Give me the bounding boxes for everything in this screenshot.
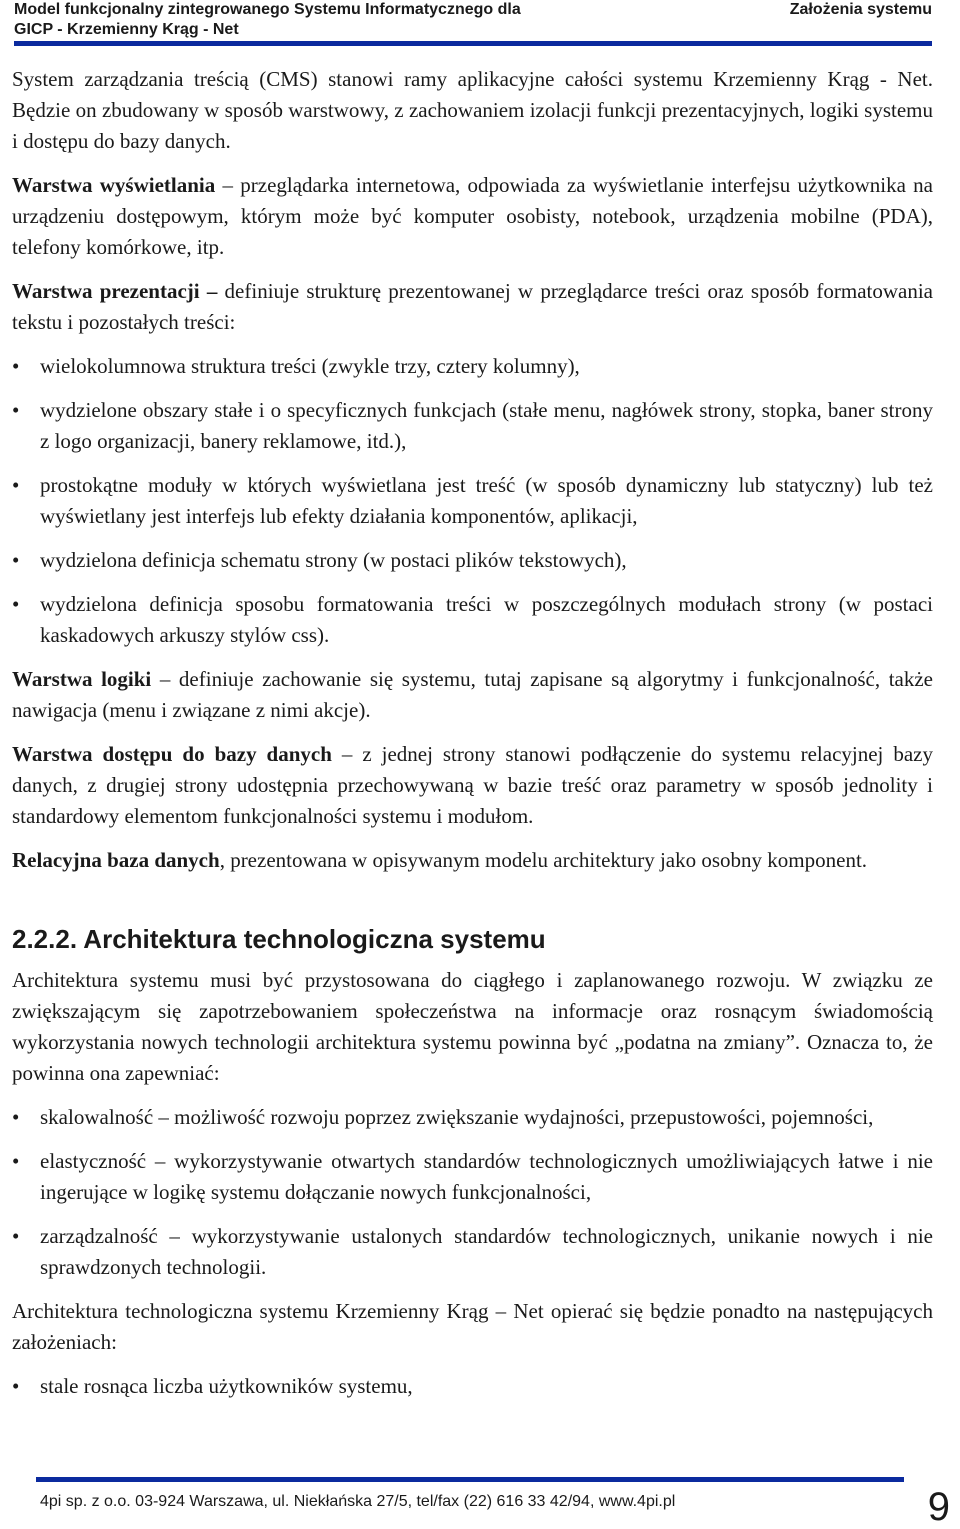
header-title-line-1: Model funkcjonalny zintegrowanego Systemu Informatycznego dla xyxy=(14,1,521,18)
requirements-list xyxy=(12,1102,933,1283)
list-item-text: skalowalność – możliwość rozwoju poprzez zwiększanie wydajności, przepustowości, pojemności, xyxy=(40,1105,874,1129)
document-body xyxy=(12,64,933,1415)
paragraph-db-access-layer xyxy=(12,739,933,832)
term-relational-db: Relacyjna baza danych xyxy=(12,848,220,872)
list-item-text: elastyczność – wykorzystywanie otwartych standardów technologicznych umożliwiających łatwe i nie ingerujące w logikę systemu dołączanie nowych funkcjonalności, xyxy=(40,1149,933,1204)
list-item-text: wydzielona definicja schematu strony (w postaci plików tekstowych), xyxy=(40,548,627,572)
list-item xyxy=(12,1146,933,1208)
paragraph-cms-intro: System zarządzania treścią (CMS) stanowi ramy aplikacyjne całości systemu Krzemienny Krąg - Net. Będzie on zbudowany w sposób warstwowy, z zachowaniem izolacji funkcji prezentacyjnych, logiki systemu i dostępu do bazy danych. xyxy=(12,67,933,153)
header-title xyxy=(14,0,521,40)
footer-rule xyxy=(36,1477,904,1482)
desc-presentation-layer: definiuje strukturę prezentowanej w przeglądarce treści oraz sposób formatowania tekstu i pozostałych treści: xyxy=(12,279,934,334)
list-item-text: wydzielone obszary stałe i o specyficznych funkcjach (stałe menu, nagłówek strony, stopka, baner strony z logo organizacji, banery reklamowe, itd.), xyxy=(40,398,933,453)
list-item-text: prostokątne moduły w których wyświetlana jest treść (w sposób dynamiczny lub statyczny) lub też wyświetlany jest interfejs lub efekty działania komponentów, aplikacji, xyxy=(40,473,933,528)
term-presentation-layer: Warstwa prezentacji – xyxy=(12,279,218,303)
list-item-text: zarządzalność – wykorzystywanie ustalonych standardów technologicznych, unikanie nowych i nie sprawdzonych technologii. xyxy=(40,1224,933,1279)
list-item xyxy=(12,1102,933,1133)
header-section: Założenia systemu xyxy=(789,1,932,18)
list-item-text: stale rosnąca liczba użytkowników systemu, xyxy=(40,1374,413,1398)
presentation-list xyxy=(12,351,933,651)
bullet: • xyxy=(12,473,20,497)
desc-relational-db: , prezentowana w opisywanym modelu architektury jako osobny komponent. xyxy=(219,848,868,872)
paragraph-logic-layer xyxy=(12,664,933,726)
list-item xyxy=(12,589,933,651)
bullet: • xyxy=(12,1374,20,1398)
paragraph-architecture-intro: Architektura systemu musi być przystosowana do ciągłego i zaplanowanego rozwoju. W związku ze zwiększającym się zapotrzebowaniem społeczeństwa na informacje oraz rosnącym świadomością wykorzystania nowych technologii architektura systemu powinna być „podatna na zmiany”. Oznacza to, że powinna ona zapewniać: xyxy=(12,968,933,1085)
list-item xyxy=(12,395,933,457)
list-item xyxy=(12,351,933,382)
bullet: • xyxy=(12,1105,20,1129)
paragraph-assumptions-intro: Architektura technologiczna systemu Krzemienny Krąg – Net opierać się będzie ponadto na następujących założeniach: xyxy=(12,1299,933,1354)
header-rule xyxy=(14,41,932,46)
desc-db-access-layer: – z jednej strony stanowi podłączenie do systemu relacyjnej bazy danych, z drugiej strony udostępnia przechowywaną w bazie treść oraz parametry w sposób jednolity i standardowy elementom funkcjonalności systemu i modułom. xyxy=(12,742,933,828)
header-title-line-2: GICP - Krzemienny Krąg - Net xyxy=(14,21,239,38)
paragraph-presentation-layer xyxy=(12,276,933,338)
list-item xyxy=(12,1221,933,1283)
bullet: • xyxy=(12,354,20,378)
section-heading: 2.2.2. Architektura technologiczna systemu xyxy=(12,924,546,954)
list-item xyxy=(12,1371,933,1402)
list-item xyxy=(12,545,933,576)
desc-logic-layer: – definiuje zachowanie się systemu, tutaj zapisane są algorytmy i funkcjonalność, także nawigacja (menu i związane z nimi akcje). xyxy=(12,667,933,722)
bullet: • xyxy=(12,1224,20,1248)
term-db-access-layer: Warstwa dostępu do bazy danych xyxy=(12,742,332,766)
page-number: 9 xyxy=(927,1485,950,1529)
paragraph-relational-db xyxy=(12,845,933,876)
bullet: • xyxy=(12,398,20,422)
desc-display-layer: – przeglądarka internetowa, odpowiada za wyświetlanie interfejsu użytkownika na urządzeniu dostępowym, którym może być komputer osobisty, notebook, urządzenia mobilne (PDA), telefony komórkowe, itp. xyxy=(12,173,933,259)
assumptions-list xyxy=(12,1371,933,1402)
term-logic-layer: Warstwa logiki xyxy=(12,667,152,691)
paragraph-display-layer xyxy=(12,170,933,263)
bullet: • xyxy=(12,1149,20,1173)
bullet: • xyxy=(12,592,20,616)
list-item xyxy=(12,470,933,532)
list-item-text: wydzielona definicja sposobu formatowania treści w poszczególnych modułach strony (w postaci kaskadowych arkuszy stylów css). xyxy=(40,592,933,647)
list-item-text: wielokolumnowa struktura treści (zwykle trzy, cztery kolumny), xyxy=(40,354,580,378)
term-display-layer: Warstwa wyświetlania xyxy=(12,173,216,197)
bullet: • xyxy=(12,548,20,572)
footer-address: 4pi sp. z o.o. 03-924 Warszawa, ul. Niekłańska 27/5, tel/fax (22) 616 33 42/94, www.4pi.pl xyxy=(40,1493,676,1510)
